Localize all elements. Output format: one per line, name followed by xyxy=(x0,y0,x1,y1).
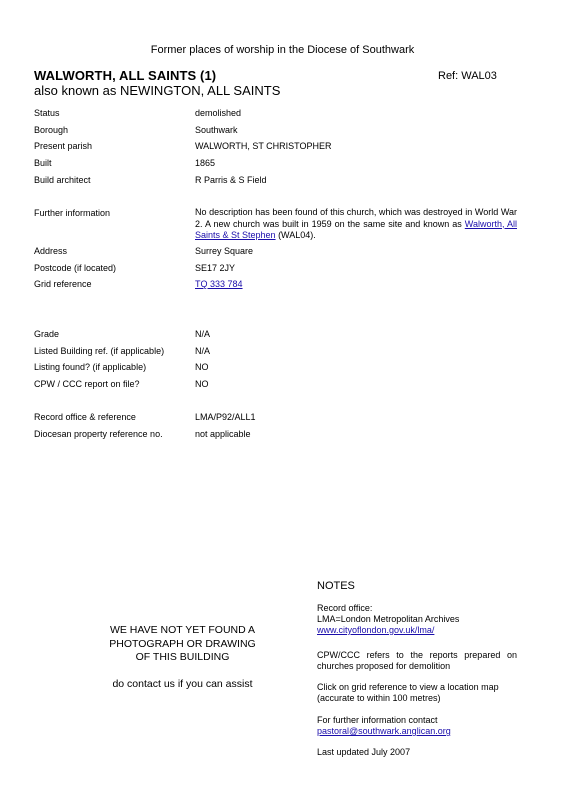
notes-record-office xyxy=(317,603,517,636)
further-information-label: Further information xyxy=(34,208,111,218)
notes-cpw-ccc: CPW/CCC refers to the reports prepared on churches proposed for demolition xyxy=(317,650,517,671)
status-label: Status xyxy=(34,108,60,118)
grid-reference-label: Grid reference xyxy=(34,279,92,289)
reference-code: Ref: WAL03 xyxy=(438,70,497,82)
document-header: Former places of worship in the Diocese of Southwark xyxy=(150,44,415,56)
postcode-label: Postcode (if located) xyxy=(34,263,117,273)
walworth-all-saints-st-stephen-link[interactable]: Walworth, All Saints & St Stephen xyxy=(195,218,517,240)
photo-note-line: WE HAVE NOT YET FOUND A xyxy=(109,624,256,636)
grade-value: N/A xyxy=(195,329,211,339)
present-parish-label: Present parish xyxy=(34,141,93,151)
page-title: WALWORTH, ALL SAINTS (1) xyxy=(34,68,217,83)
notes-grid-reference: Click on grid reference to view a location map (accurate to within 100 metres) xyxy=(317,682,499,703)
last-updated: Last updated July 2007 xyxy=(317,747,411,757)
address-label: Address xyxy=(34,246,68,256)
grade-label: Grade xyxy=(34,329,60,339)
built-value: 1865 xyxy=(195,158,216,168)
listed-building-ref-label: Listed Building ref. (if applicable) xyxy=(34,346,165,356)
borough-label: Borough xyxy=(34,125,69,135)
diocesan-property-ref-value: not applicable xyxy=(195,429,251,439)
address-value: Surrey Square xyxy=(195,246,254,256)
further-info-label: For further information contact xyxy=(317,715,438,725)
listed-building-ref-value: N/A xyxy=(195,346,211,356)
postcode-value: SE17 2JY xyxy=(195,263,236,273)
status-value: demolished xyxy=(195,108,242,118)
grid-reference-link[interactable]: TQ 333 784 xyxy=(195,279,243,289)
cpw-ccc-report-value: NO xyxy=(195,379,209,389)
record-office-ref-label: Record office & reference xyxy=(34,412,136,422)
diocesan-property-ref-label: Diocesan property reference no. xyxy=(34,429,163,439)
built-label: Built xyxy=(34,158,52,168)
notes-title: NOTES xyxy=(317,580,355,592)
further-information-text xyxy=(195,207,517,242)
contact-email-link[interactable]: pastoral@southwark.anglican.org xyxy=(317,726,451,736)
borough-value: Southwark xyxy=(195,125,238,135)
build-architect-value: R Parris & S Field xyxy=(195,175,267,185)
page-subtitle: also known as NEWINGTON, ALL SAINTS xyxy=(34,83,281,98)
present-parish-value: WALWORTH, ST CHRISTOPHER xyxy=(195,141,332,151)
photo-missing-note xyxy=(80,624,285,665)
record-office-label: Record office: xyxy=(317,603,373,613)
notes-further-info xyxy=(317,715,517,737)
record-office-name: LMA=London Metropolitan Archives xyxy=(317,614,460,624)
listing-found-label: Listing found? (if applicable) xyxy=(34,362,147,372)
further-information-text-before: No description has been found of this church, which was destroyed in World War 2. A new church was built in 1959 on the same site and known as xyxy=(195,207,517,229)
further-information-text-after: (WAL04). xyxy=(275,230,316,240)
build-architect-label: Build architect xyxy=(34,175,91,185)
photo-note-line: PHOTOGRAPH OR DRAWING xyxy=(109,637,256,650)
photo-note-line: OF THIS BUILDING xyxy=(135,651,230,663)
cpw-ccc-report-label: CPW / CCC report on file? xyxy=(34,379,140,389)
listing-found-value: NO xyxy=(195,362,209,372)
contact-note: do contact us if you can assist xyxy=(112,678,253,690)
record-office-ref-value: LMA/P92/ALL1 xyxy=(195,412,256,422)
record-office-link[interactable]: www.cityoflondon.gov.uk/lma/ xyxy=(317,625,435,635)
